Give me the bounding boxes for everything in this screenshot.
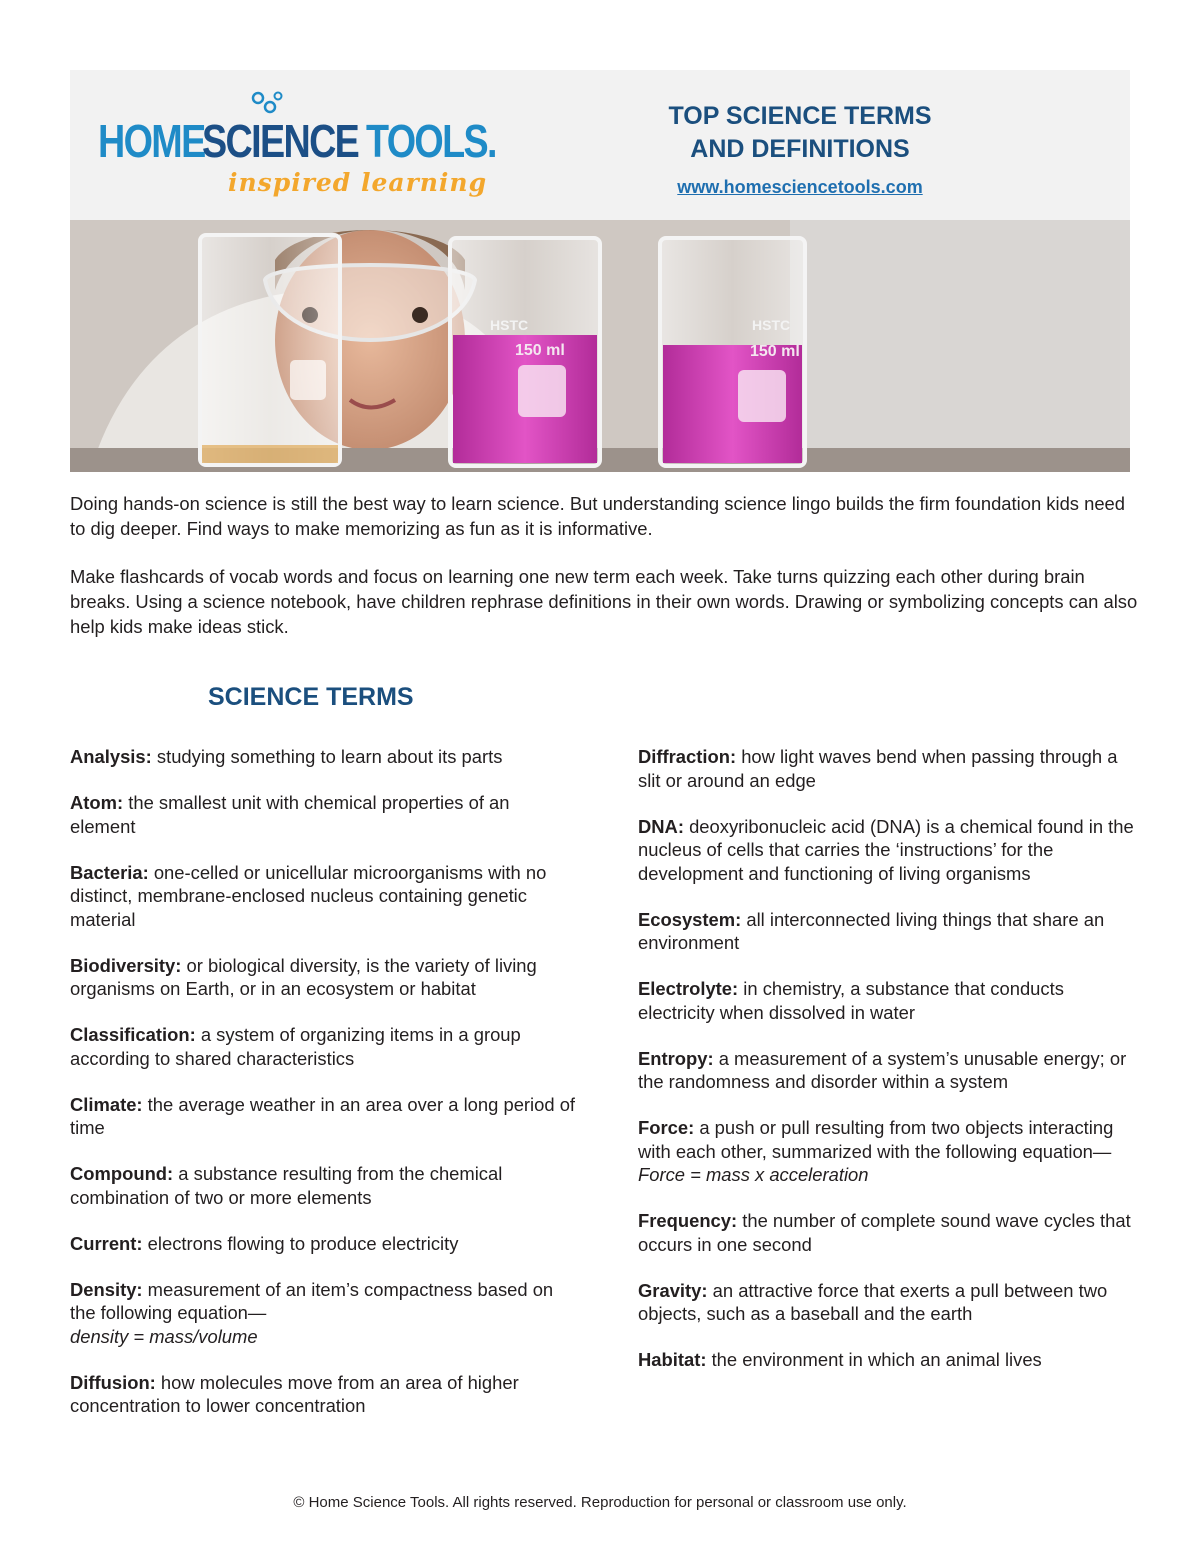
logo-tagline: inspired learning [228,168,488,197]
term-name: Frequency: [638,1210,738,1231]
term-entry [70,745,580,769]
beaker-label-1: 150 ml [515,342,565,359]
logo-tools-text: TOOLS. [366,115,496,167]
term-name: Classification: [70,1024,196,1045]
term-name: Electrolyte: [638,978,739,999]
page-header [70,70,1130,220]
term-entry [70,1023,580,1070]
term-definition: a system of organizing items in a group according to shared characteristics [70,1024,521,1069]
term-name: Entropy: [638,1047,714,1069]
beaker-brand-2: HSTC [752,317,791,333]
term-definition: or biological diversity, is the variety of living organisms on Earth, or in an ecosystem or habitat [70,954,537,999]
logo-home-text: HOME [98,115,205,167]
term-name: Climate: [70,1093,143,1115]
term-name: Gravity: [638,1279,708,1301]
terms-column-left [70,745,580,1440]
term-entry [70,861,580,932]
term-name: Current: [70,1232,143,1254]
term-definition: studying something to learn about its parts [151,746,503,767]
home-science-tools-logo[interactable] [98,90,496,210]
term-entry [638,815,1138,886]
term-entry [70,791,580,838]
term-definition: the number of complete sound wave cycles that occurs in one second [638,1210,1131,1255]
term-entry [638,1279,1138,1326]
term-definition: in chemistry, a substance that conducts electricity when dissolved in water [638,978,1064,1023]
term-name: DNA: [638,815,684,837]
beaker-brand-1: HSTC [490,317,529,333]
term-name: Ecosystem: [638,908,742,930]
copyright-footer: © Home Science Tools. All rights reserved. Reproduction for personal or classroom use only. [293,1494,907,1511]
term-entry [70,1371,580,1418]
term-entry [70,1162,580,1209]
term-definition: how light waves bend when passing through a slit or around an edge [638,746,1118,791]
term-formula: density = mass/volume [70,1325,258,1347]
term-entry [638,1047,1138,1094]
term-definition: deoxyribonucleic acid (DNA) is a chemical found in the nucleus of cells that carries the ‘instructions’ for the development and functioning of living organisms [638,815,1134,884]
term-definition: the average weather in an area over a long period of time [70,1093,576,1138]
logo-science-text: SCIENCE [202,115,359,167]
section-title: SCIENCE TERMS [208,683,414,711]
term-entry [70,1232,580,1256]
term-entry [638,977,1138,1024]
term-definition: the smallest unit with chemical properties of an element [70,792,510,837]
term-definition: the environment in which an animal lives [706,1349,1042,1370]
page-title-line-1: TOP SCIENCE TERMS [668,102,932,130]
term-name: Diffusion: [70,1371,156,1393]
term-entry [638,1209,1138,1256]
term-definition: an attractive force that exerts a pull between two objects, such as a baseball and the earth [638,1279,1108,1324]
term-name: Density: [70,1278,143,1300]
term-definition: a push or pull resulting from two objects interacting with each other, summarized with the following equation— [638,1117,1114,1162]
intro-paragraph-1: Doing hands-on science is still the best way to learn science. But understanding science lingo builds the firm foundation kids need to dig deeper. Find ways to make memorizing as fun as it is informative. [70,493,1126,539]
term-definition: one-celled or unicellular microorganisms with no distinct, membrane-enclosed nucleus containing genetic material [70,861,547,930]
website-link[interactable]: www.homesciencetools.com [677,177,923,197]
term-name: Biodiversity: [70,954,182,976]
term-name: Analysis: [70,746,152,767]
beaker-label-2: 150 ml [750,343,800,360]
term-definition: a measurement of a system’s unusable energy; or the randomness and disorder within a system [638,1047,1127,1092]
term-name: Diffraction: [638,746,737,767]
term-name: Bacteria: [70,861,149,883]
term-definition: how molecules move from an area of higher concentration to lower concentration [70,1371,519,1416]
page-title-line-2: AND DEFINITIONS [690,135,910,163]
term-name: Atom: [70,792,124,813]
term-entry [70,954,580,1001]
term-name: Compound: [70,1163,174,1184]
term-name: Habitat: [638,1349,707,1370]
hero-photo [70,220,1130,472]
term-entry [70,1278,580,1349]
term-entry [638,908,1138,955]
term-definition: a substance resulting from the chemical combination of two or more elements [70,1163,503,1208]
term-definition: all interconnected living things that share an environment [638,908,1105,953]
term-entry [638,1116,1138,1187]
term-formula: Force = mass x acceleration [638,1164,869,1185]
terms-column-right [638,745,1138,1394]
intro-paragraph-2: Make flashcards of vocab words and focus on learning one new term each week. Take turns quizzing each other during brain breaks. Using a science notebook, have children rephrase definitions in their own words. Drawing or symbolizing concepts can also help kids make ideas stick. [70,566,1138,637]
term-entry [638,745,1138,792]
term-entry [70,1093,580,1140]
term-entry [638,1348,1138,1372]
term-definition: measurement of an item’s compactness based on the following equation— [70,1278,554,1323]
page-title [590,100,1010,166]
beakers-illustration [70,220,1130,472]
term-name: Force: [638,1117,695,1138]
term-definition: electrons flowing to produce electricity [142,1232,459,1254]
